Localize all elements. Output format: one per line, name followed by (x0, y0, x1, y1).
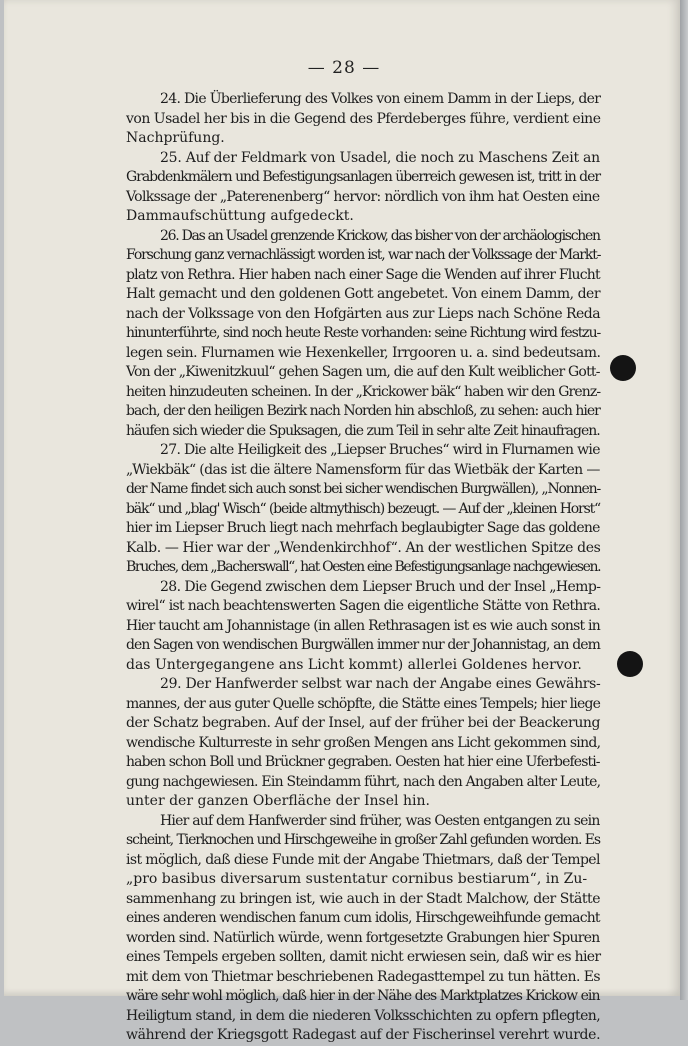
text-line: 24. Die Überlieferung des Volkes von einem Damm in der Lieps, der (160, 91, 601, 107)
text-line: hinunterführte, sind noch heute Reste vorhanden: seine Richtung wird festzu- (126, 325, 601, 341)
text-line: Halt gemacht und den goldenen Gott angebetet. Von einem Damm, der (126, 286, 601, 302)
text-line: heiten hinzudeuten scheinen. In der „Krickower bäk“ haben wir den Grenz- (126, 383, 601, 400)
text-line: hier im Liepser Bruch liegt nach mehrfach beglaubigter Sage das goldene (126, 520, 600, 536)
page-edge-shadow (680, 0, 688, 1000)
text-line: nach der Volkssage von den Hofgärten aus zur Lieps nach Schöne Reda (126, 305, 601, 322)
text-line: eines Tempels ergeben sollten, damit nicht erwiesen sein, daß wir es hier (126, 949, 601, 965)
text-line: Hier taucht am Johannistage (in allen Rethrasagen ist es wie auch sonst in (126, 617, 601, 634)
punch-hole-bottom (617, 651, 643, 677)
page-number: — 28 — (307, 58, 381, 78)
text-line: Hier auf dem Hanfwerder sind früher, was Oesten entgangen zu sein (160, 812, 600, 829)
text-line: von Usadel her bis in die Gegend des Pferdeberges führe, verdient eine (126, 110, 601, 127)
text-line: der Name findet sich auch sonst bei sicher wendischen Burgwällen), „Nonnen- (126, 481, 601, 497)
text-line: Bruches, dem „Bacherswall“, hat Oesten eine Befestigungsanlage nachgewiesen. (126, 559, 601, 575)
text-line: gung nachgewiesen. Ein Steindamm führt, nach den Angaben alter Leute, (126, 773, 601, 790)
text-line: wendische Kulturreste in sehr großen Mengen ans Licht gekommen sind, (126, 734, 601, 751)
text-line: sammenhang zu bringen ist, wie auch in der Stadt Malchow, der Stätte (126, 890, 601, 907)
text-line: wäre sehr wohl möglich, daß hier in der Nähe des Marktplatzes Krickow ein (126, 988, 600, 1004)
text-line: eines anderen wendischen fanum cum idolis, Hirschgeweihfunde gemacht (126, 910, 600, 926)
text-line: das Untergegangene ans Licht kommt) allerlei Goldenes hervor. (126, 656, 582, 673)
text-line: haben schon Boll und Brückner gegraben. Oesten hat hier eine Uferbefesti- (126, 754, 600, 770)
text-line: Dammaufschüttung aufgedeckt. (126, 208, 354, 224)
text-line: platz von Rethra. Hier haben nach einer Sage die Wenden auf ihrer Flucht (126, 266, 600, 283)
text-line: Kalb. — Hier war der „Wendenkirchhof“. An der westlichen Spitze des (126, 539, 601, 556)
text-line: Nachprüfung. (126, 130, 225, 146)
text-line: mit dem von Thietmar beschriebenen Radegasttempel zu tun hätten. Es (126, 968, 600, 985)
text-line: bach, der den heiligen Bezirk nach Norden hin abschloß, zu sehen: auch hier (126, 403, 600, 419)
text-line: wirel“ ist nach beachtenswerten Sagen die eigentliche Stätte von Rethra. (126, 598, 601, 614)
text-line: der Schatz begraben. Auf der Insel, auf der früher bei der Beackerung (126, 715, 601, 731)
text-line: scheint, Tierknochen und Hirschgeweihe in großer Zahl gefunden worden. Es (126, 832, 600, 848)
text-line: 27. Die alte Heiligkeit des „Liepser Bruches“ wird in Flurnamen wie (160, 442, 600, 458)
text-line: während der Kriegsgott Radegast auf der Fischerinsel verehrt wurde. (126, 1027, 601, 1043)
text-line: legen sein. Flurnamen wie Hexenkeller, Irrgooren u. a. sind bedeutsam. (126, 344, 601, 361)
text-line: ist möglich, daß diese Funde mit der Angabe Thietmars, daß der Tempel (126, 851, 600, 868)
text-line: Forschung ganz vernachlässigt worden ist, war nach der Volkssage der Markt- (126, 247, 601, 263)
text-line: 26. Das an Usadel grenzende Krickow, das bisher von der archäologischen (160, 227, 600, 244)
text-line: 29. Der Hanfwerder selbst war nach der Angabe eines Gewährs- (160, 676, 601, 692)
text-line: 25. Auf der Feldmark von Usadel, die noch zu Maschens Zeit an (160, 149, 600, 166)
text-line: Heiligtum stand, in dem die niederen Volksschichten zu opfern pflegten, (126, 1007, 601, 1024)
text-line: 28. Die Gegend zwischen dem Liepser Bruch und der Insel „Hemp- (160, 578, 601, 595)
text-line: Grabdenkmälern und Befestigungsanlagen überreich gewesen ist, tritt in der (126, 169, 601, 185)
text-line: häufen sich wieder die Spuksagen, die zum Teil in sehr alte Zeit hinaufragen. (126, 422, 600, 439)
punch-hole-top (610, 355, 636, 381)
text-line: „Wiekbäk“ (das ist die ältere Namensform für das Wietbäk der Karten — (126, 461, 600, 478)
text-line: Volkssage der „Paterenenberg“ hervor: nördlich von ihm hat Oesten eine (126, 188, 600, 205)
text-line: worden sind. Natürlich würde, wenn fortgesetzte Grabungen hier Spuren (126, 929, 600, 946)
text-line: unter der ganzen Oberfläche der Insel hin. (126, 793, 430, 809)
text-line: den Sagen von wendischen Burgwällen immer nur der Johannistag, an dem (126, 637, 600, 653)
text-line: mannes, der aus guter Quelle schöpfte, die Stätte eines Tempels; hier liege (126, 695, 601, 712)
text-line: „pro basibus diversarum sustentatur cornibus bestiarum“, in Zu- (126, 871, 588, 887)
text-line: bäk“ und „blag' Wisch“ (beide altmythisch) bezeugt. — Auf der „kleinen Horst“ (126, 500, 601, 517)
text-line: Von der „Kiwenitzkuul“ gehen Sagen um, die auf den Kult weiblicher Gott- (126, 364, 600, 380)
body-text (126, 90, 600, 1046)
